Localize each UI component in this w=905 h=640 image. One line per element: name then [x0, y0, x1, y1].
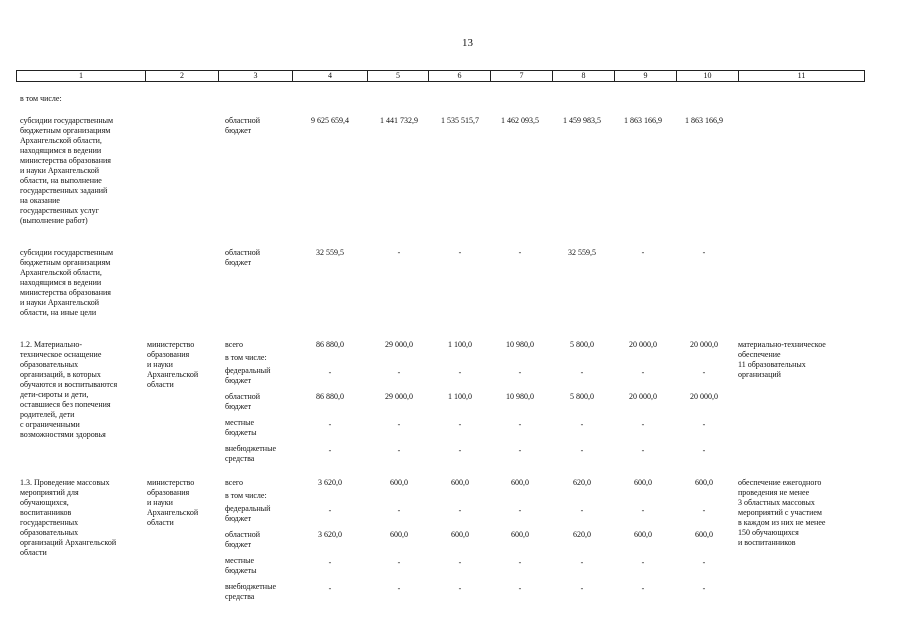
row-result: материально-техническое обеспечение 11 образовательных организаций [738, 340, 826, 379]
value-cell: 32 559,5 [316, 248, 344, 257]
value-cell: - [702, 558, 706, 567]
value-cell: - [328, 368, 332, 377]
row-funding-source: областной бюджет [225, 392, 261, 411]
value-cell: - [641, 558, 645, 567]
row-funding-source: всего [225, 478, 244, 487]
row-description: субсидии государственным бюджетным организациям Архангельской области, находящимся в ведении министерства образования и науки Архангельской области, на иные цели [20, 248, 114, 317]
value-cell: 86 880,0 [316, 392, 344, 401]
row-funding-source: в том числе: [225, 353, 267, 362]
page-number: 13 [462, 37, 473, 49]
value-cell: - [458, 248, 462, 257]
row-funding-source: областной бюджет [225, 248, 261, 267]
value-cell: - [641, 248, 645, 257]
value-cell: - [458, 446, 462, 455]
row-result: обеспечение ежегодного проведения не менее 3 областных массовых мероприятий с участием в каждом из них не менее 150 обучающихся и воспитанников [738, 478, 826, 547]
value-cell: - [641, 584, 645, 593]
row-description: 1.3. Проведение массовых мероприятий для обучающихся, воспитанников государственных образовательных организаций Архангельской области [20, 478, 117, 557]
row-responsible: министерство образования и науки Архангельской области [147, 340, 199, 389]
header-col-1: 1 [17, 71, 146, 81]
value-cell: - [641, 446, 645, 455]
row-funding-source: внебюджетные средства [225, 444, 276, 463]
value-cell: - [328, 420, 332, 429]
value-cell: - [328, 558, 332, 567]
value-cell: - [580, 446, 584, 455]
row-description: 1.2. Материально- техническое оснащение образовательных организаций, в которых обучаются и воспитываются дети-сироты и дети, оставшиеся без попечения родителей, дети с ограниченными возможностями здоровья [20, 340, 118, 439]
value-cell: 20 000,0 [690, 340, 718, 349]
value-cell: 1 100,0 [448, 392, 472, 401]
value-cell: - [328, 446, 332, 455]
value-cell: - [702, 506, 706, 515]
value-cell: 600,0 [451, 478, 469, 487]
value-cell: 10 980,0 [506, 340, 534, 349]
value-cell: - [702, 368, 706, 377]
value-cell: - [580, 558, 584, 567]
value-cell: 32 559,5 [568, 248, 596, 257]
value-cell: - [397, 248, 401, 257]
value-cell: 9 625 659,4 [311, 116, 349, 125]
value-cell: - [458, 584, 462, 593]
row-description: субсидии государственным бюджетным организациям Архангельской области, находящимся в ведении министерства образования и науки Архангельской области, на выполнение государственных заданий на оказание государственных услуг (выполнение работ) [20, 116, 114, 225]
header-col-10: 10 [677, 71, 739, 81]
header-col-5: 5 [368, 71, 429, 81]
header-col-4: 4 [293, 71, 368, 81]
value-cell: 620,0 [573, 478, 591, 487]
value-cell: 620,0 [573, 530, 591, 539]
value-cell: - [518, 248, 522, 257]
value-cell: 20 000,0 [629, 392, 657, 401]
value-cell: - [641, 420, 645, 429]
header-col-9: 9 [615, 71, 677, 81]
value-cell: - [518, 506, 522, 515]
value-cell: - [641, 368, 645, 377]
value-cell: 5 800,0 [570, 340, 594, 349]
value-cell: - [518, 446, 522, 455]
header-col-11: 11 [797, 71, 806, 80]
value-cell: 600,0 [390, 530, 408, 539]
value-cell: - [580, 584, 584, 593]
header-col-3: 3 [219, 71, 293, 81]
row-funding-source: всего [225, 340, 244, 349]
value-cell: - [580, 506, 584, 515]
row-funding-source: местные бюджеты [225, 418, 257, 437]
value-cell: - [641, 506, 645, 515]
value-cell: 5 800,0 [570, 392, 594, 401]
value-cell: 600,0 [511, 478, 529, 487]
value-cell: 1 535 515,7 [441, 116, 479, 125]
value-cell: - [397, 558, 401, 567]
value-cell: - [518, 420, 522, 429]
value-cell: 20 000,0 [690, 392, 718, 401]
row-funding-source: внебюджетные средства [225, 582, 276, 601]
value-cell: 600,0 [390, 478, 408, 487]
header-col-6: 6 [429, 71, 491, 81]
value-cell: - [328, 584, 332, 593]
header-col-8: 8 [553, 71, 615, 81]
value-cell: 3 620,0 [318, 530, 342, 539]
value-cell: - [397, 506, 401, 515]
value-cell: - [328, 506, 332, 515]
value-cell: 1 462 093,5 [501, 116, 539, 125]
value-cell: - [397, 446, 401, 455]
value-cell: 1 100,0 [448, 340, 472, 349]
value-cell: - [702, 420, 706, 429]
value-cell: 600,0 [695, 530, 713, 539]
row-funding-source: федеральный бюджет [225, 366, 271, 385]
value-cell: 1 863 166,9 [624, 116, 662, 125]
value-cell: 3 620,0 [318, 478, 342, 487]
value-cell: 600,0 [634, 478, 652, 487]
value-cell: 29 000,0 [385, 392, 413, 401]
value-cell: - [580, 420, 584, 429]
value-cell: 1 459 983,5 [563, 116, 601, 125]
value-cell: - [458, 420, 462, 429]
value-cell: - [458, 368, 462, 377]
value-cell: 600,0 [634, 530, 652, 539]
value-cell: 10 980,0 [506, 392, 534, 401]
value-cell: - [397, 584, 401, 593]
row-responsible: министерство образования и науки Архангельской области [147, 478, 199, 527]
value-cell: 1 441 732,9 [380, 116, 418, 125]
row-funding-source: местные бюджеты [225, 556, 257, 575]
value-cell: 29 000,0 [385, 340, 413, 349]
value-cell: - [397, 368, 401, 377]
value-cell: - [458, 558, 462, 567]
row-funding-source: областной бюджет [225, 530, 261, 549]
row-funding-source: областной бюджет [225, 116, 261, 135]
header-col-2: 2 [146, 71, 219, 81]
value-cell: - [702, 446, 706, 455]
value-cell: 600,0 [511, 530, 529, 539]
intro-text: в том числе: [20, 94, 62, 103]
value-cell: - [518, 584, 522, 593]
table-header-row [16, 70, 865, 82]
value-cell: 600,0 [451, 530, 469, 539]
value-cell: 1 863 166,9 [685, 116, 723, 125]
value-cell: - [702, 248, 706, 257]
value-cell: - [580, 368, 584, 377]
value-cell: - [518, 368, 522, 377]
value-cell: - [458, 506, 462, 515]
value-cell: - [518, 558, 522, 567]
row-funding-source: федеральный бюджет [225, 504, 271, 523]
value-cell: - [397, 420, 401, 429]
row-funding-source: в том числе: [225, 491, 267, 500]
value-cell: 600,0 [695, 478, 713, 487]
header-col-7: 7 [491, 71, 553, 81]
value-cell: 20 000,0 [629, 340, 657, 349]
value-cell: - [702, 584, 706, 593]
value-cell: 86 880,0 [316, 340, 344, 349]
